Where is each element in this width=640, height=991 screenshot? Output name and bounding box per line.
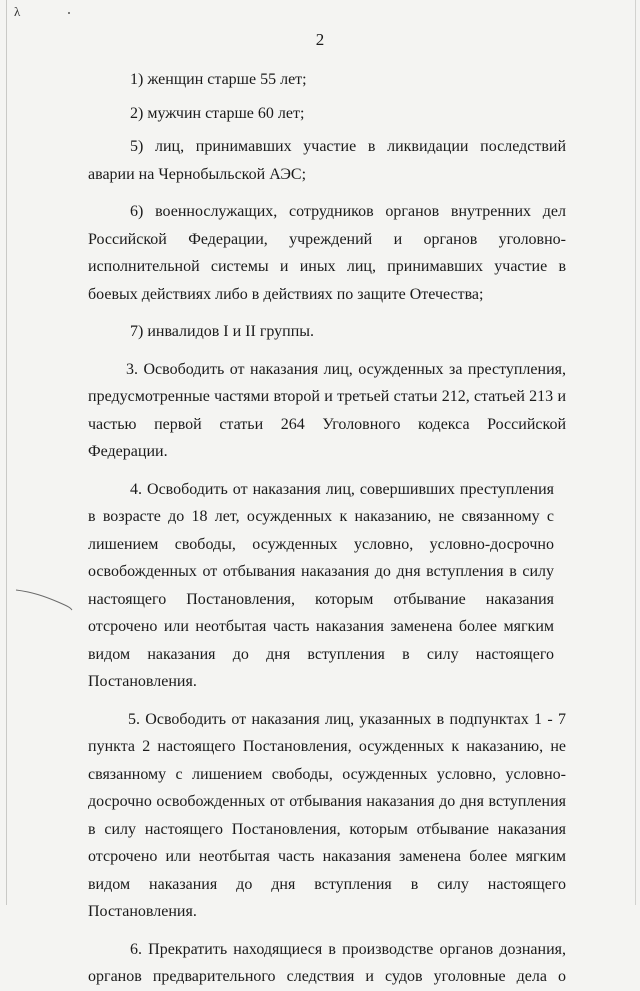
scan-right-edge [635, 0, 636, 905]
list-item-5: 5) лиц, принимавших участие в ликвидации последствий аварии на Чернобыльской АЭС; [88, 138, 566, 183]
margin-pen-stroke [14, 586, 74, 612]
paragraph-6: 6. Прекратить находящиеся в производстве органов дознания, органов предварительного следствия и судов уголовные дела о [88, 940, 566, 985]
list-item-7: 7) инвалидов I и II группы. [130, 323, 315, 340]
scan-left-edge [6, 0, 7, 905]
list-item-2: 2) мужчин старше 60 лет; [130, 104, 305, 122]
paragraph-5: 5. Освободить от наказания лиц, указанных в подпунктах 1 - 7 пункта 2 настоящего Постановления, осужденных к наказанию, не связанному с лишением свободы, осужденных условно, условно-досрочно освобожденных от отбывания наказания до дня вступления в силу настоящего Постановления, которым отбывание наказания отсрочено или неотбытая часть наказания заменена более мягким видом наказания до дня вступления в силу настоящего Постановления. [88, 710, 566, 920]
paragraph-3: 3. Освободить от наказания лиц, осужденных за преступления, предусмотренные частями второй и третьей статьи 212, статьей 213 и частью первой статьи 264 Уголовного кодекса Российской Федерации. [88, 360, 566, 460]
scan-speck [68, 12, 70, 14]
corner-mark: λ [14, 4, 21, 19]
list-item-1: 1) женщин старше 55 лет; [130, 71, 307, 88]
list-item-6: 6) военнослужащих, сотрудников органов внутренних дел Российской Федерации, учреждений и органов уголовно-исполнительной системы и иных лиц, принимавших участие в боевых действиях либо в действиях по защите Отечества; [88, 203, 566, 303]
page-number: 2 [315, 30, 325, 49]
paragraph-4: 4. Освободить от наказания лиц, совершивших преступления в возрасте до 18 лет, осужденных к наказанию, не связанному с лишением свободы, осужденных условно, условно-досрочно освобожденных от отбывания наказания до дня вступления в силу настоящего Постановления, которым отбывание наказания отсрочено или неотбытая часть наказания заменена более мягким видом наказания до дня вступления в силу настоящего Постановления. [88, 480, 554, 690]
document-body [88, 66, 566, 991]
